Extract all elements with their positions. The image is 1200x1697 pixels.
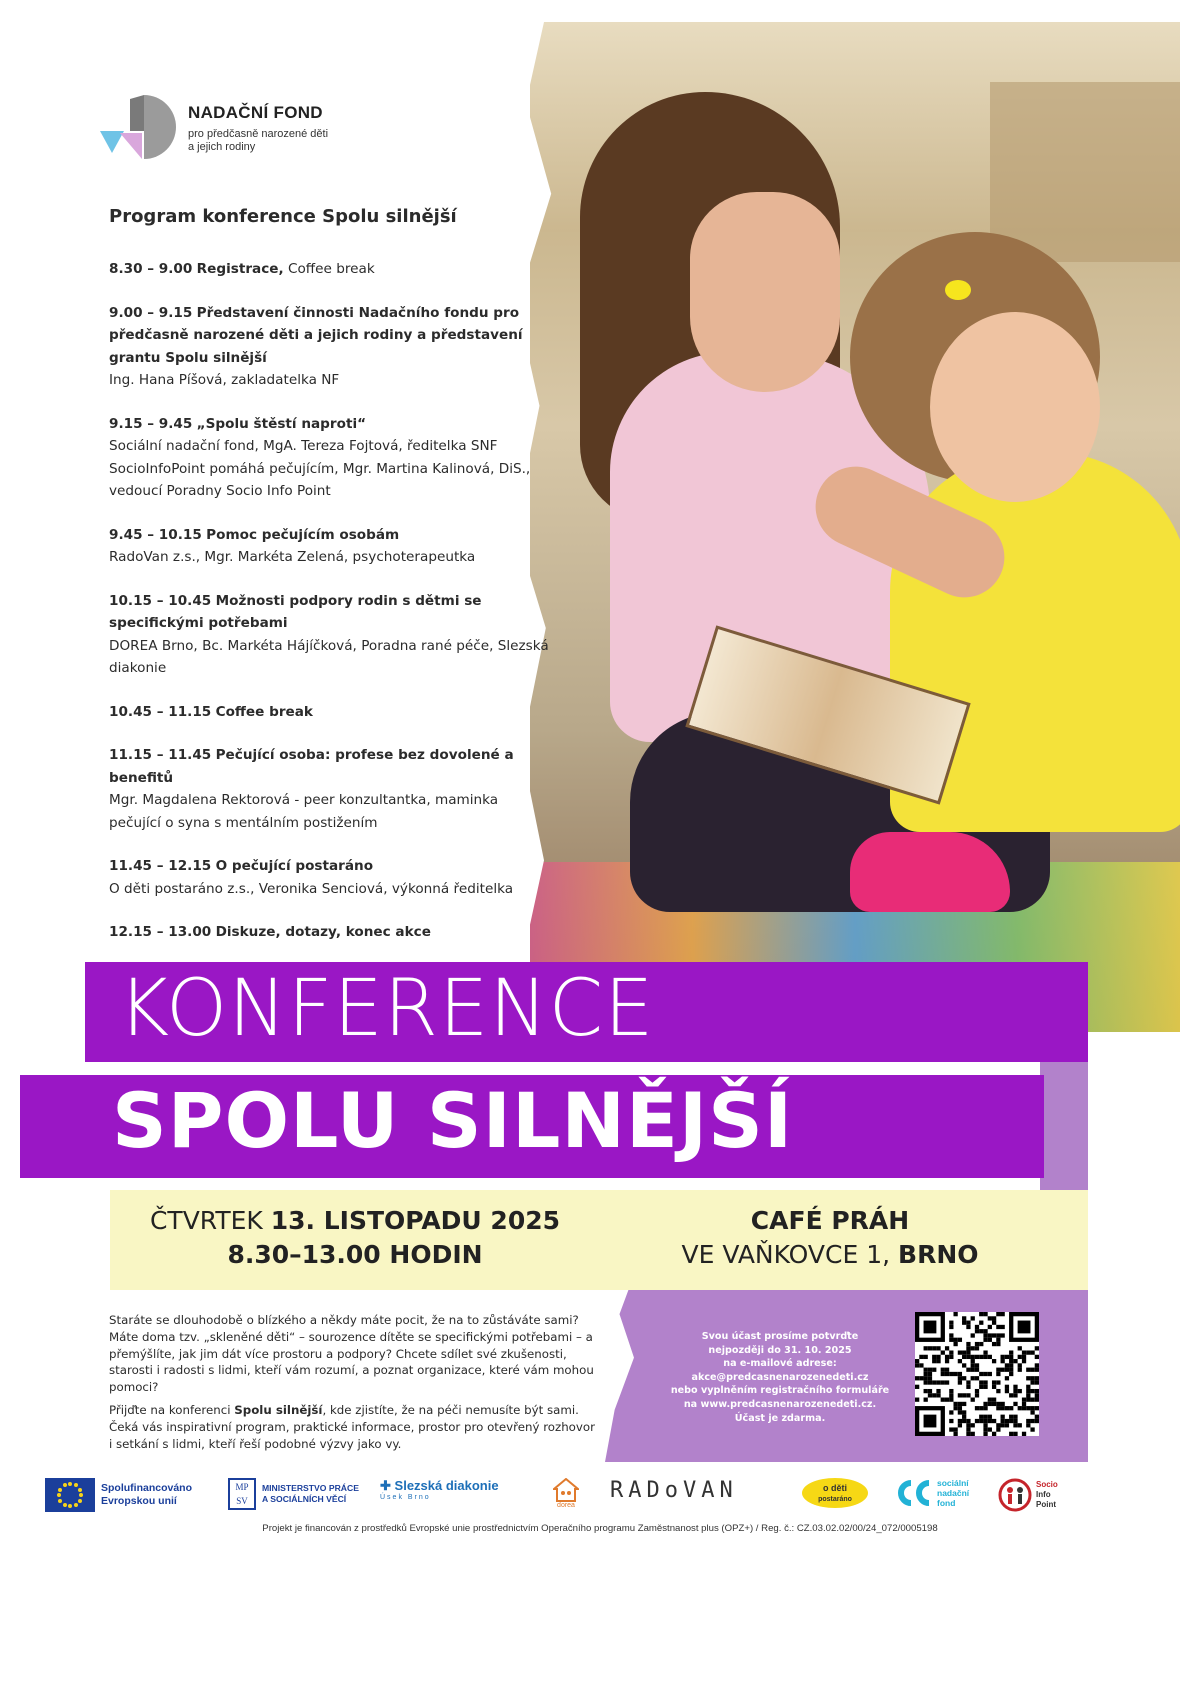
rsvp-info: [660, 1330, 900, 1425]
eu-flag-icon: [45, 1478, 95, 1512]
o-deti-postarano-logo: [802, 1478, 868, 1508]
logo-title: NADAČNÍ FOND: [188, 103, 323, 122]
mpsv-icon: MP SV: [228, 1478, 256, 1510]
program-item: [109, 744, 549, 834]
program-speaker: SocioInfoPoint pomáhá pečujícím, Mgr. Martina Kalinová, DiS., vedoucí Poradny Socio Info Point: [109, 460, 531, 499]
program-item: [109, 921, 549, 944]
program-heading: O pečující postaráno: [215, 858, 374, 874]
event-hours: 8.30–13.00 HODIN: [227, 1240, 483, 1269]
program-time: 8.30 – 9.00: [109, 261, 193, 277]
event-venue: CAFÉ PRÁH: [750, 1206, 910, 1235]
program-time: 11.15 – 11.45: [109, 747, 212, 763]
slezska-diakonie-logo: [380, 1478, 499, 1501]
program-speaker: Mgr. Magdalena Rektorová - peer konzultantka, maminka pečující o syna s mentálním postižením: [109, 792, 499, 831]
dorea-logo: [553, 1478, 579, 1509]
rsvp-line: Účast je zdarma.: [734, 1412, 826, 1424]
rsvp-web-link[interactable]: na www.predcasnenarozenedeti.cz.: [683, 1398, 877, 1410]
diakonie-cross-icon: ✚: [380, 1478, 391, 1493]
logo-subtitle-line: a jejich rodiny: [188, 141, 256, 153]
program-speaker: Ing. Hana Píšová, zakladatelka NF: [109, 372, 340, 388]
qr-code-icon[interactable]: [915, 1312, 1039, 1436]
program-item: [109, 590, 549, 680]
program-heading: Pomoc pečujícím osobám: [206, 526, 400, 543]
program-heading: Představení činnosti Nadačního fondu pro předčasně narozené děti a jejich rodiny a představení grantu Spolu silnější: [109, 304, 523, 366]
dorea-house-icon: [553, 1478, 579, 1502]
event-day: ČTVRTEK: [149, 1206, 263, 1235]
logo-subtitle-line: pro předčasně narozené děti: [188, 128, 329, 140]
rsvp-line: Svou účast prosíme potvrďte: [701, 1331, 859, 1342]
invitation-paragraph: Staráte se dlouhodobě o blízkého a někdy máte pocit, že na to zůstáváte sami? Máte doma tzv. „skleněné děti“ – sourozence dítěte se specifickými potřebami – a přemýšlíte, jak jim dát více prostoru a podpory? Chcete sdílet své zkušenosti, starosti i radosti s lidmi, kteří vám rozumí, a poznat organizace, které vám mohou pomoci?: [109, 1313, 594, 1395]
program-heading: Diskuze, dotazy, konec akce: [215, 924, 431, 940]
program-item: [109, 302, 549, 392]
hero-photo: [530, 22, 1180, 1032]
program-heading: Registrace,: [196, 261, 284, 277]
program-note: Coffee break: [283, 261, 375, 277]
program-heading: „Spolu štěstí naproti“: [196, 415, 367, 432]
program-item: [109, 524, 549, 569]
event-city: BRNO: [898, 1240, 979, 1269]
program-heading: Pečující osoba: profese bez dovolené a benefitů: [109, 747, 514, 786]
program-heading: Možnosti podpory rodin s dětmi se specifickými potřebami: [109, 592, 482, 631]
program-time: 9.45 – 10.15: [109, 526, 202, 543]
program-title: Program konference Spolu silnější: [109, 206, 457, 227]
program-speaker: DOREA Brno, Bc. Markéta Hájíčková, Poradna rané péče, Slezská diakonie: [109, 637, 549, 676]
socio-info-point-logo: Socio Info Point: [998, 1478, 1058, 1512]
banner-title: KONFERENCE: [118, 964, 655, 1054]
invitation-paragraph-2: Přijďte na konferenci Spolu silnější, kde zjistíte, že na péči nemusíte být sami. Čeká vás inspirativní program, praktické informace, prostor pro otevřený rozhovor i setkání s lidmi, kteří řeší podobné výzvy jako vy.: [109, 1403, 595, 1451]
eu-logo: [45, 1478, 192, 1512]
eu-text-line: Spolufinancováno: [101, 1482, 193, 1494]
program-time: 9.15 – 9.45: [109, 415, 193, 432]
radovan-logo: [610, 1478, 738, 1503]
program-time: 10.45 – 11.15: [109, 703, 212, 720]
program-time: 9.00 – 9.15: [109, 304, 193, 321]
o-deti-oval-icon: o děti postaráno: [802, 1478, 868, 1508]
event-date: [110, 1206, 600, 1235]
program-time: 10.15 – 10.45: [109, 592, 212, 609]
rsvp-email-link[interactable]: akce@predcasnenarozenedeti.cz: [691, 1371, 869, 1383]
mpsv-text-line: A SOCIÁLNÍCH VĚCÍ: [262, 1494, 347, 1504]
program-time: 11.45 – 12.15: [109, 858, 212, 874]
sd-sub: Úsek Brno: [380, 1494, 431, 1501]
sip-people-icon: [998, 1478, 1032, 1512]
eu-text-line: Evropskou unií: [101, 1495, 177, 1507]
sd-name: Slezská diakonie: [394, 1478, 499, 1493]
mpsv-logo: [228, 1478, 359, 1510]
event-street: VE VAŇKOVCE 1,: [681, 1240, 891, 1269]
event-address: [620, 1240, 1040, 1269]
logo-subtitle: [188, 128, 338, 154]
program-item: [109, 413, 549, 503]
socialni-nadacni-fond-logo: sociální nadační fond: [893, 1478, 969, 1508]
banner-subtitle: SPOLU SILNĚJŠÍ: [112, 1076, 794, 1165]
rsvp-line: nebo vyplněním registračního formuláře: [670, 1385, 890, 1397]
program-time: 12.15 – 13.00: [109, 924, 212, 940]
program-speaker: Sociální nadační fond, MgA. Tereza Fojtová, ředitelka SNF: [109, 438, 498, 454]
event-date-value: 13. LISTOPADU 2025: [270, 1206, 561, 1235]
program-speaker: O děti postaráno z.s., Veronika Senciová, výkonná ředitelka: [109, 880, 514, 897]
rsvp-line: na e-mailové adrese:: [723, 1358, 837, 1370]
radovan-text: RADoVAN: [610, 1478, 738, 1503]
program-item: [109, 701, 549, 724]
program-list: [109, 258, 549, 965]
program-item: [109, 855, 549, 900]
program-item: [109, 258, 549, 281]
dorea-text: dorea: [557, 1502, 575, 1509]
mpsv-text-line: MINISTERSTVO PRÁCE: [262, 1483, 359, 1493]
program-speaker: RadoVan z.s., Mgr. Markéta Zelená, psychoterapeutka: [109, 549, 476, 565]
program-heading: Coffee break: [215, 703, 313, 720]
foundation-logo-icon: [100, 95, 180, 159]
project-footnote: Projekt je financován z prostředků Evropské unie prostřednictvím Operačního programu Zaměstnanost plus (OPZ+) / Reg. č.: CZ.03.02.02/00/24_072/0005198: [262, 1523, 938, 1534]
rsvp-line: nejpozději do 31. 10. 2025: [708, 1344, 852, 1356]
snf-cc-icon: [893, 1478, 933, 1508]
